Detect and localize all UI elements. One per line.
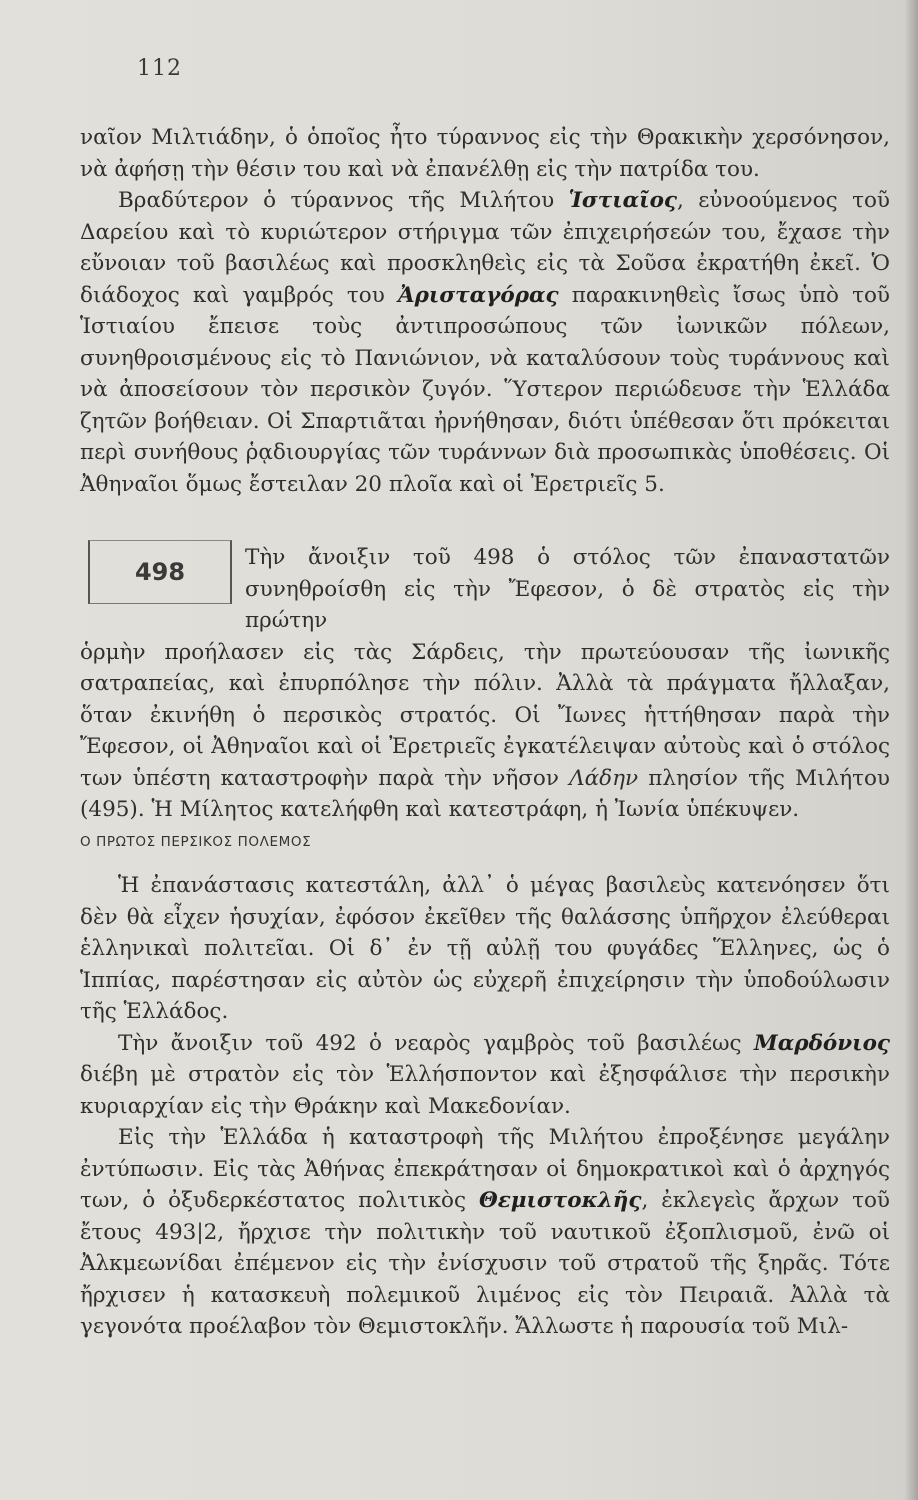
paragraph-themistocles: Εἰς τὴν Ἑλλάδα ἡ καταστροφὴ τῆς Μιλήτου ἐπροξένησε μεγάλην ἐντύπωσιν. Εἰς τὰς Ἀθήνας ἐπεκράτησαν οἱ δημοκρατικοὶ καὶ ὁ ἀρχηγός των, ὁ ὀξυδερκέστατος πολιτικὸς Θεμιστοκλῆς, ἐκλεγεὶς ἄρχων τοῦ ἔτους 493|2, ἤρχισε τὴν πολιτικὴν τοῦ ναυτικοῦ ἐξοπλισμοῦ, ἐνῶ οἱ Ἀλκμεωνίδαι ἐπέμενον εἰς τὴν ἐνίσχυσιν τοῦ στρατοῦ τῆς ξηρᾶς. Τότε ἤρχισεν ἡ κατασκευὴ πολεμικοῦ λιμένος εἰς τὸν Πειραιᾶ. Ἀλλὰ τὰ γεγονότα προέλαβον τὸν Θεμιστοκλῆν. Ἄλλωστε ἡ παρουσία τοῦ Μιλ- — [80, 1125, 891, 1339]
page-edge-shadow — [904, 0, 918, 1500]
name-aristagoras: Ἀρισταγόρας — [397, 282, 559, 308]
text-block-first-war — [80, 870, 890, 1343]
name-mardonius: Μαρδόνιος — [753, 1030, 890, 1056]
paragraph-498-rest: ὁρμὴν προήλασεν εἰς τὰς Σάρδεις, τὴν πρωτεύουσαν τῆς ἰωνικῆς σατραπείας, καὶ ἐπυρπόλησε τὴν πόλιν. Ἀλλὰ τὰ πράγματα ἤλλαξαν, ὅταν ἐκινήθη ὁ περσικὸς στρατός. Οἱ Ἴωνες ἡττήθησαν παρὰ τὴν Ἔφεσον, οἱ Ἀθηναῖοι καὶ οἱ Ἐρετριεῖς ἐγκατέλειψαν αὐτοὺς καὶ ὁ στόλος των ὑπέστη καταστροφὴν παρὰ τὴν νῆσον Λάδην πλησίον τῆς Μιλήτου (495). Ἡ Μίλητος κατελήφθη καὶ κατεστράφη, ἡ Ἰωνία ὑπέκυψεν. — [80, 639, 890, 822]
place-lade: Λάδην — [569, 765, 639, 791]
page-number: 112 — [137, 56, 182, 81]
paragraph-498-first-lines: Τὴν ἄνοιξιν τοῦ 498 ὁ στόλος τῶν ἐπαναστατῶν συνηθροίσθη εἰς τὴν Ἔφεσον, ὁ δὲ στρατὸς εἰς τὴν πρώτην — [245, 545, 890, 633]
section-heading: Ο ΠΡΩΤΟΣ ΠΕΡΣΙΚΟΣ ΠΟΛΕΜΟΣ — [80, 834, 312, 850]
paragraph-mardonius: Τὴν ἄνοιξιν τοῦ 492 ὁ νεαρὸς γαμβρὸς τοῦ βασιλέως Μαρδόνιος διέβη μὲ στρατὸν εἰς τὸν Ἑλλήσποντον καὶ ἐξησφάλισε τὴν περσικὴν κυριαρχίαν εἰς τὴν Θράκην καὶ Μακεδονίαν. — [80, 1030, 890, 1119]
date-margin-box: 498 — [88, 540, 232, 604]
paragraph-suppression: Ἡ ἐπανάστασις κατεστάλη, ἀλλ᾽ ὁ μέγας βασιλεὺς κατενόησεν ὅτι δὲν θὰ εἶχεν ἡσυχίαν, ἐφόσον ἐκεῖθεν τῆς θαλάσσης ὑπῆρχον ἐλεύθεραι ἑλληνικαὶ πολιτεῖαι. Οἱ δ᾽ ἐν τῇ αὐλῇ του φυγάδες Ἕλληνες, ὡς ὁ Ἱππίας, παρέστησαν εἰς αὐτὸν ὡς εὐχερῆ ἐπιχείρησιν τὴν ὑποδούλωσιν τῆς Ἑλλάδος. — [80, 873, 890, 1024]
name-histiaeus: Ἱστιαῖος — [568, 188, 677, 213]
paragraph-histiaeus: Βραδύτερον ὁ τύραννος τῆς Μιλήτου Ἱστιαῖος, εὐνοούμενος τοῦ Δαρείου καὶ τὸ κυριώτερον στήριγμα τῶν ἐπιχειρήσεών του, ἔχασε τὴν εὔνοιαν τοῦ βασιλέως καὶ προσκληθεὶς εἰς τὰ Σοῦσα ἐκρατήθη ἐκεῖ. Ὁ διάδοχος καὶ γαμβρός του Ἀρισταγόρας παρακινηθεὶς ἴσως ὑπὸ τοῦ Ἱστιαίου ἔπεισε τοὺς ἀντιπροσώπους τῶν ἰωνικῶν πόλεων, συνηθροισμένους εἰς τὸ Πανιώνιον, νὰ καταλύσουν τοὺς τυράννους καὶ νὰ ἀποσείσουν τὸν περσικὸν ζυγόν. Ὕστερον περιώδευσε τὴν Ἑλλάδα ζητῶν βοήθειαν. Οἱ Σπαρτιᾶται ἠρνήθησαν, διότι ὑπέθεσαν ὅτι πρόκειται περὶ συνήθους ῥᾳδιουργίας τῶν τυράννων διὰ προσωπικὰς ὑποθέσεις. Οἱ Ἀθηναῖοι ὅμως ἔστειλαν 20 πλοῖα καὶ οἱ Ἐρετριεῖς 5. — [80, 188, 891, 497]
paragraph-miltiades: ναῖον Μιλτιάδην, ὁ ὁποῖος ἦτο τύραννος εἰς τὴν Θρακικὴν χερσόνησον, νὰ ἀφήσῃ τὴν θέσιν του καὶ νὰ ἐπανέλθῃ εἰς τὴν πατρίδα του. — [80, 125, 890, 182]
text-block-revolt — [80, 542, 890, 826]
name-themistocles: Θεμιστοκλῆς — [478, 1188, 642, 1213]
text-block-intro — [80, 122, 890, 500]
